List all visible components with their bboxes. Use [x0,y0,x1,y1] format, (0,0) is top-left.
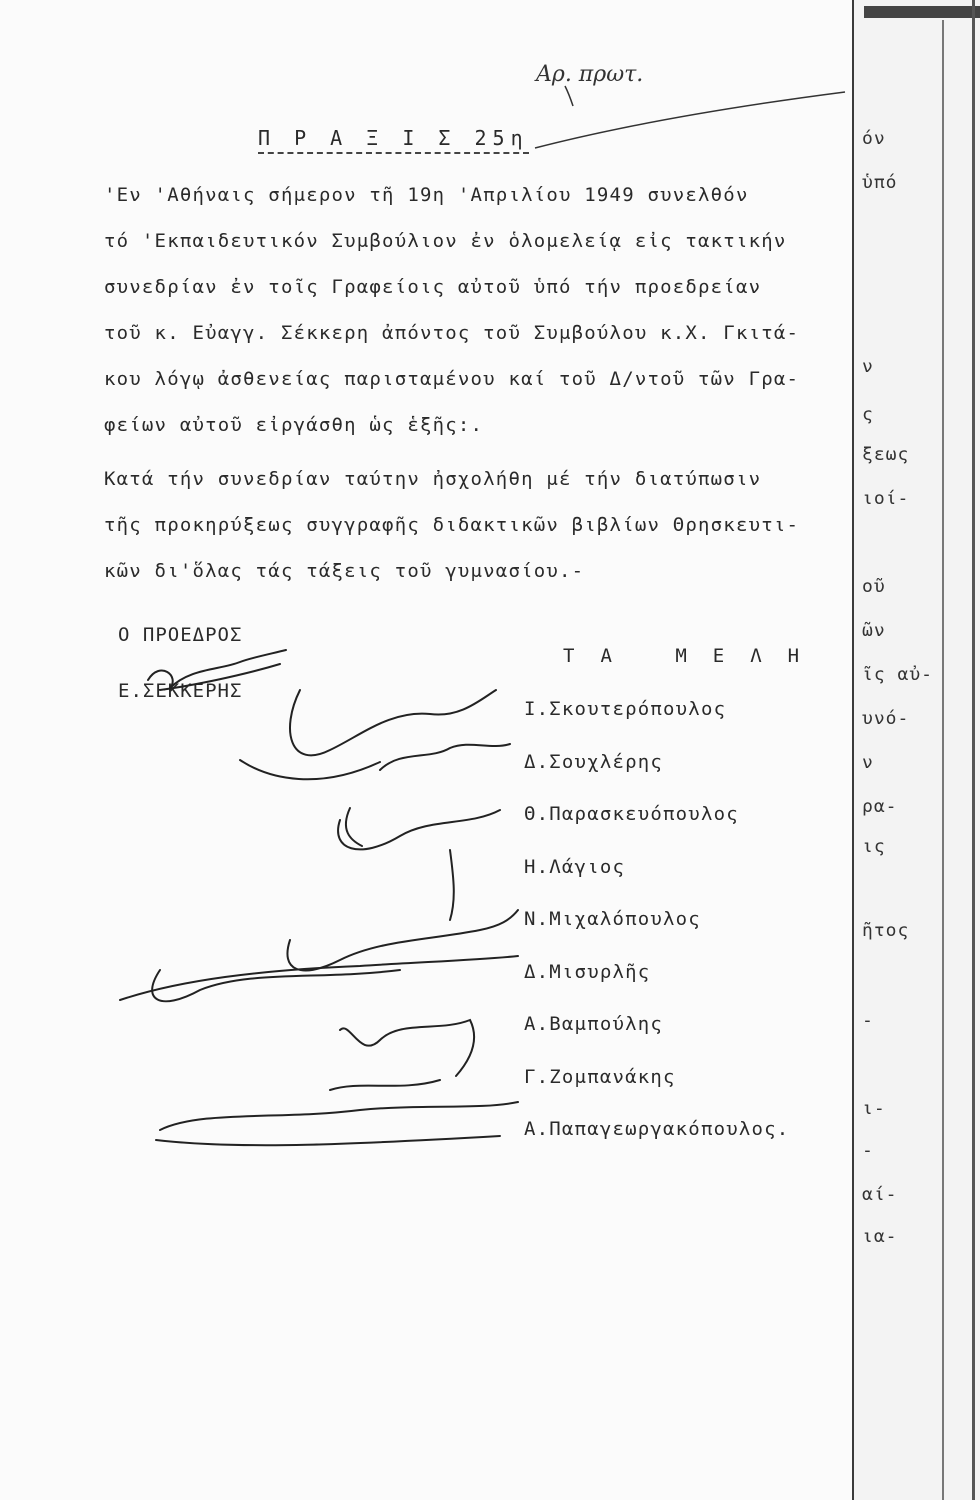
page-fragment: ια- [862,1226,898,1247]
page-edge-line [972,0,975,1500]
body-line: τοῦ κ. Εὐαγγ. Σέκκερη ἀπόντος τοῦ Συμβούλου κ.Χ. Γκιτά- [104,322,800,344]
page-edge-line [942,20,944,1500]
member-name: Ι.Σκουτερόπουλος [524,698,727,720]
page-fragment: ὑπό [862,172,898,193]
page-fragment: ις [862,836,886,857]
page-fragment: υνό- [862,708,910,729]
page-fragment: ιοί- [862,488,910,509]
page-fragment: ι- [862,1098,886,1119]
page-fragment: ρα- [862,796,898,817]
members-list [524,698,789,1171]
president-role: Ο ΠΡΟΕΔΡΟΣ [118,624,243,646]
body-line: φείων αὐτοῦ εἰργάσθη ὡς ἑξῆς:. [104,414,484,436]
page-fragment: οῦ [862,576,886,597]
body-line: 'Εν 'Αθήναις σήμερον τῆ 19η 'Απριλίου 1949 συνελθόν [104,184,749,206]
page-fragment: - [862,1010,874,1031]
page-fragment: ῶν [862,620,886,641]
body-line: κου λόγῳ ἀσθενείας παρισταμένου καί τοῦ Δ/ντοῦ τῶν Γρα- [104,368,800,390]
member-name: Δ.Σουχλέρης [524,750,664,773]
page-binding-bar [864,6,980,18]
document-title: Π Ρ Α Ξ Ι Σ 25η [258,126,529,154]
handwritten-stroke [525,80,855,170]
body-line: κῶν δι'ὅλας τάς τάξεις τοῦ γυμνασίου.- [104,560,585,582]
page-fragment: όν [862,128,886,149]
body-line: τῆς προκηρύξεως συγγραφῆς διδακτικῶν βιβλίων Θρησκευτι- [104,514,800,536]
member-name: Ν.Μιχαλόπουλος [524,908,701,930]
member-name: Δ.Μισυρλῆς [524,960,651,983]
page-fragment: αί- [862,1184,898,1205]
page-fragment: ν [862,752,874,773]
member-name: Γ.Ζομπανάκης [524,1065,676,1088]
page-fragment: ν [862,356,874,377]
body-line: συνεδρίαν ἐν τοῖς Γραφείοις αὐτοῦ ὑπό τήν προεδρείαν [104,276,762,298]
page-fragment: ξεως [862,444,910,465]
body-line: τό 'Εκπαιδευτικόν Συμβούλιον ἐν ὁλομελείᾳ εἰς τακτικήν [104,230,787,252]
president-name: Ε.ΣΕΚΚΕΡΗΣ [118,680,243,702]
protocol-note: Αρ. πρωτ. [536,62,644,87]
page-fragment: ῖς αὐ- [862,664,934,685]
document-body [104,172,844,594]
page-fragment: ς [862,404,874,425]
page-fragment: ῆτος [862,920,910,941]
page-fragment: - [862,1140,874,1161]
member-name: Θ.Παρασκευόπουλος [524,803,739,825]
member-name: Α.Παπαγεωργακόπουλος. [524,1118,790,1140]
adjacent-page-edge [852,0,980,1500]
signatures-image [100,640,520,1160]
body-line: Κατά τήν συνεδρίαν ταύτην ἠσχολήθη μέ τήν διατύπωσιν [104,468,762,490]
member-name: Α.Βαμπούλης [524,1013,664,1035]
members-heading: ΤΑ ΜΕΛΗ [563,645,826,667]
member-name: Η.Λάγιος [524,855,626,878]
